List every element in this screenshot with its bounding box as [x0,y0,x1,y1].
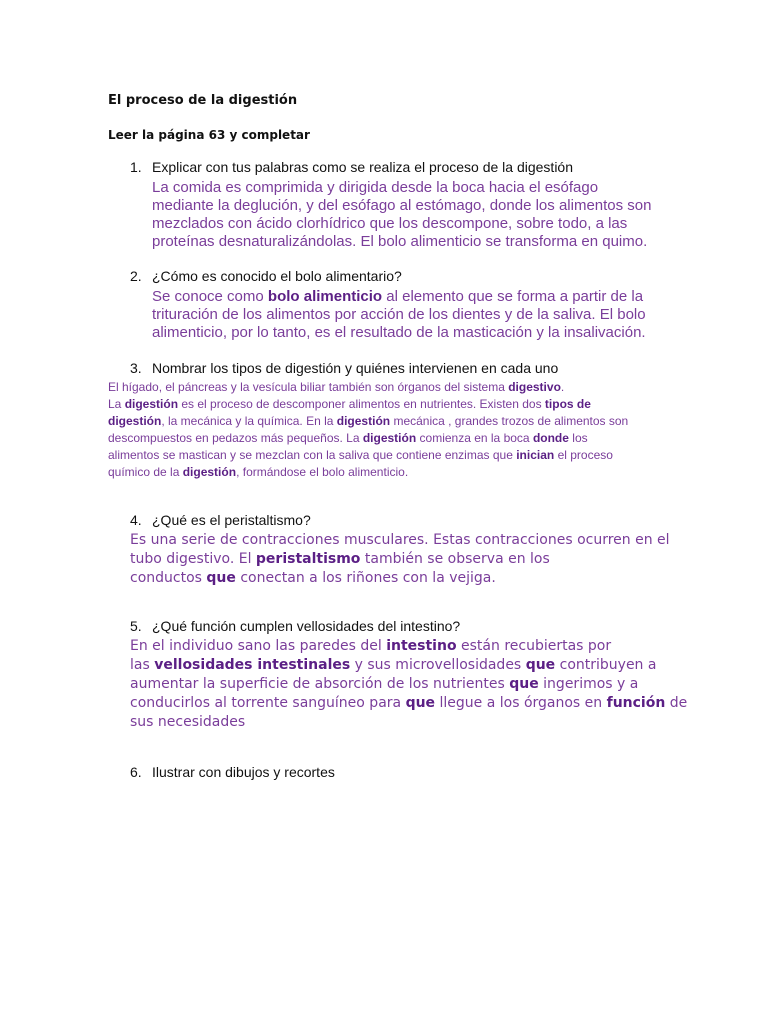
answer-line [130,569,670,588]
answer-keyword: que [509,676,539,692]
answer-span: Se conoce como [152,288,268,305]
answer-4 [130,531,670,588]
answer-keyword: digestión [108,414,162,428]
answer-span: es el proceso de descomponer alimentos en nutrientes. Existen dos [178,397,545,411]
answer-line [130,550,670,569]
answer-span: tubo digestivo. El [130,551,256,567]
answer-1 [152,179,652,251]
answer-line [108,430,648,447]
answer-keyword: que [525,657,556,673]
question-number: 5. [130,618,142,634]
question-number: 2. [130,268,142,284]
answer-span: el proceso [554,448,613,462]
answer-keyword: que [206,570,236,586]
answer-keyword: vellosidades intestinales [154,657,351,673]
answer-2 [152,288,646,342]
answer-span: conectan a los riñones con la vejiga. [235,570,496,586]
answer-keyword: donde [532,431,569,445]
question-text: ¿Qué función cumplen vellosidades del intestino? [152,618,461,634]
answer-span: La [108,397,125,411]
answer-keyword: inician [516,448,555,462]
answer-span: descompuestos en pedazos más pequeños. La [108,431,363,445]
question-text: Explicar con tus palabras como se realiza el proceso de la digestión [152,159,574,175]
answer-keyword: digestión [124,397,179,411]
answer-line [130,694,687,713]
answer-line [108,396,648,413]
answer-keyword: intestino [386,638,457,654]
document-subtitle: Leer la página 63 y completar [108,128,310,142]
answer-keyword: tipos de [544,397,591,411]
answer-line: alimenticio, por lo tanto, es el resultado de la masticación y la insalivación. [152,324,646,341]
answer-keyword: bolo alimenticio [267,288,383,305]
answer-span: comienza en la boca [416,431,533,445]
answer-span: químico de la [108,465,183,479]
answer-span: . [560,380,565,394]
answer-span: los [568,431,588,445]
answer-span: ingerimos y a [538,676,639,692]
answer-line: Es una serie de contracciones musculares. Estas contracciones ocurren en el [130,532,670,548]
answer-keyword: digestión [336,414,391,428]
answer-line: sus necesidades [130,714,246,730]
answer-keyword: función [606,695,666,711]
question-text: Nombrar los tipos de digestión y quiénes intervienen en cada uno [152,360,559,376]
answer-span: de [665,695,688,711]
question-number: 3. [130,360,142,376]
answer-span: , formándose el bolo alimenticio. [236,465,409,479]
answer-5 [130,637,687,732]
answer-span: En el individuo sano las paredes del [130,638,387,654]
question-number: 4. [130,512,142,528]
answer-line: proteínas desnaturalizándolas. El bolo alimenticio se transforma en quimo. [152,233,648,250]
answer-keyword: digestión [362,431,417,445]
answer-line [108,464,648,481]
answer-span: alimentos se mastican y se mezclan con la saliva que contiene enzimas que [108,448,517,462]
answer-line [108,447,648,464]
answer-span: llegue a los órganos en [435,695,607,711]
answer-line: La comida es comprimida y dirigida desde la boca hacia el esófago [152,179,599,196]
answer-span: también se observa en los [360,551,550,567]
answer-line [108,413,648,430]
answer-span: conductos [130,570,207,586]
answer-span: y sus microvellosidades [350,657,526,673]
question-text: ¿Qué es el peristaltismo? [152,512,311,528]
answer-keyword: peristaltismo [255,551,361,567]
answer-line: mezclados con ácido clorhídrico que los descompone, sobre todo, a las [152,215,628,232]
answer-3 [108,379,648,481]
answer-span: están recubiertas por [456,638,612,654]
answer-line [130,675,687,694]
answer-span: aumentar la superficie de absorción de los nutrientes [130,676,510,692]
answer-span: al elemento que se forma a partir de la [382,288,644,305]
answer-line [130,656,687,675]
answer-span: , la mecánica y la química. En la [161,414,337,428]
answer-keyword: digestión [182,465,237,479]
answer-span: las [130,657,155,673]
answer-keyword: que [405,695,436,711]
answer-line [108,379,648,396]
answer-line: mediante la deglución, y del esófago al estómago, donde los alimentos son [152,197,652,214]
answer-span: contribuyen a [555,657,657,673]
question-text: Ilustrar con dibujos y recortes [152,764,335,780]
answer-span: conducirlos al torrente sanguíneo para [130,695,406,711]
question-number: 1. [130,159,142,175]
answer-span: mecánica , grandes trozos de alimentos son [390,414,629,428]
answer-line [130,637,687,656]
answer-keyword: digestivo [508,380,561,394]
answer-line [152,288,646,306]
answer-span: El hígado, el páncreas y la vesícula biliar también son órganos del sistema [108,380,509,394]
document-title: El proceso de la digestión [108,93,298,108]
question-number: 6. [130,764,142,780]
question-text: ¿Cómo es conocido el bolo alimentario? [152,268,402,284]
answer-line: trituración de los alimentos por acción de los dientes y de la saliva. El bolo [152,306,646,323]
